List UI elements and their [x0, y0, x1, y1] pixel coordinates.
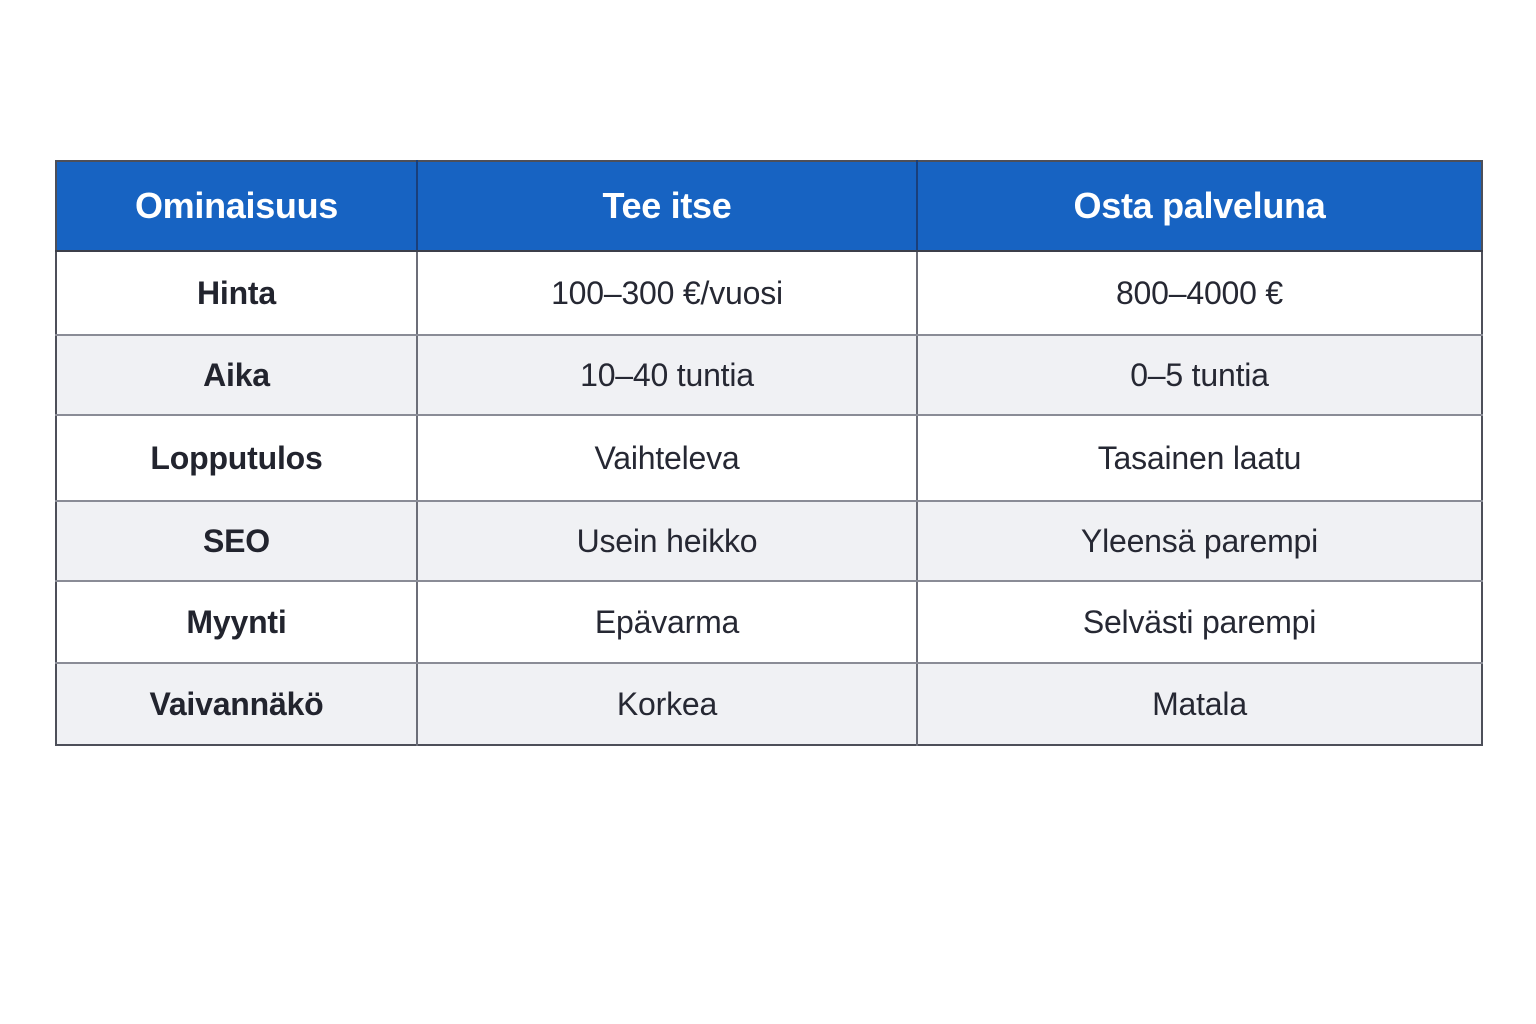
row-diy-cell: Usein heikko — [417, 501, 917, 581]
table-header-row — [56, 161, 1482, 251]
table-row — [56, 335, 1482, 415]
row-diy-cell: Korkea — [417, 663, 917, 745]
row-diy-cell: Epävarma — [417, 581, 917, 663]
row-feature-cell: Vaivannäkö — [56, 663, 417, 745]
row-feature-cell: Hinta — [56, 251, 417, 335]
row-service-cell: 800–4000 € — [917, 251, 1482, 335]
table-row — [56, 663, 1482, 745]
row-service-cell: 0–5 tuntia — [917, 335, 1482, 415]
row-service-cell: Matala — [917, 663, 1482, 745]
row-diy-cell: Vaihteleva — [417, 415, 917, 501]
row-service-cell: Selvästi parempi — [917, 581, 1482, 663]
row-feature-cell: Lopputulos — [56, 415, 417, 501]
table-row — [56, 501, 1482, 581]
header-diy: Tee itse — [417, 161, 917, 251]
comparison-table-container — [55, 160, 1481, 746]
header-service: Osta palveluna — [917, 161, 1482, 251]
row-service-cell: Yleensä parempi — [917, 501, 1482, 581]
row-diy-cell: 10–40 tuntia — [417, 335, 917, 415]
row-service-cell: Tasainen laatu — [917, 415, 1482, 501]
header-feature: Ominaisuus — [56, 161, 417, 251]
row-diy-cell: 100–300 €/vuosi — [417, 251, 917, 335]
table-row — [56, 415, 1482, 501]
comparison-table — [55, 160, 1483, 746]
row-feature-cell: Myynti — [56, 581, 417, 663]
row-feature-cell: SEO — [56, 501, 417, 581]
table-row — [56, 251, 1482, 335]
row-feature-cell: Aika — [56, 335, 417, 415]
table-row — [56, 581, 1482, 663]
